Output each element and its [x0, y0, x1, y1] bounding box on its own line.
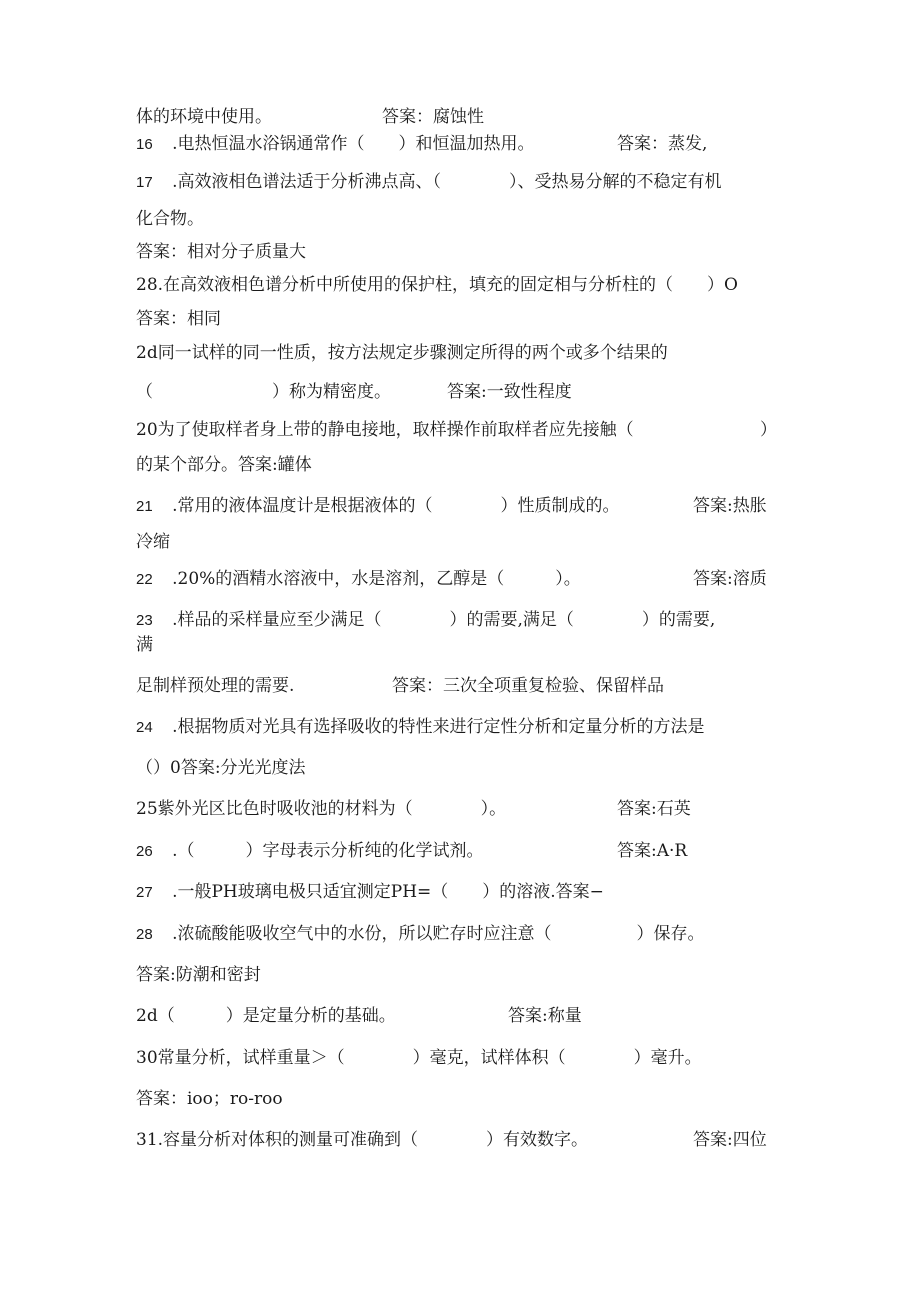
question-23 — [136, 609, 715, 631]
answer-text: 答案:一致性程度 — [447, 382, 572, 402]
question-number: 24 — [136, 719, 153, 736]
text-line: ） — [760, 420, 777, 440]
answer-text: 答案:称量 — [508, 1006, 582, 1026]
question-text: .根据物质对光具有选择吸收的特性来进行定性分析和定量分析的方法是 — [172, 717, 705, 737]
text-line: 的某个部分。答案:罐体 — [136, 455, 312, 475]
question-17 — [136, 171, 722, 193]
question-25: 25紫外光区比色时吸收池的材料为（ ）。 — [136, 799, 507, 819]
question-31: 31.容量分析对体积的测量可准确到（ ）有效数字。 — [136, 1130, 589, 1150]
answer-text: 答案:热胀 — [693, 496, 767, 516]
question-text: .高效液相色谱法适于分析沸点高、（ ）、受热易分解的不稳定有机 — [172, 172, 722, 192]
text-line: ）称为精密度。 — [272, 382, 391, 402]
text-line: 化合物。 — [136, 209, 204, 229]
answer-line: 答案：相对分子质量大 — [136, 242, 306, 262]
question-number: 16 — [136, 136, 153, 153]
line-text: 体的环境中使用。 — [136, 107, 272, 127]
answer-text: 答案:A·R — [617, 841, 688, 861]
answer-line: 答案：相同 — [136, 309, 221, 329]
question-21 — [136, 495, 620, 517]
question-text: .20%的酒精水溶液中，水是溶剂，乙醇是（ ）。 — [172, 569, 581, 589]
question-number: 21 — [136, 498, 153, 515]
question-29: 2d（ ）是定量分析的基础。 — [136, 1006, 396, 1026]
question-number: 26 — [136, 843, 153, 860]
answer-text: 答案:四位 — [693, 1130, 767, 1150]
text-line: （ — [136, 382, 153, 402]
question-number: 23 — [136, 612, 153, 629]
question-text: .（ ）字母表示分析纯的化学试剂。 — [172, 841, 484, 861]
text-line: 冷缩 — [136, 532, 170, 552]
question-text: .样品的采样量应至少满足（ ）的需要,满足（ ）的需要, — [172, 610, 716, 630]
text-line: 足制样预处理的需要. — [136, 676, 295, 696]
text-line: 满 — [136, 635, 153, 655]
question-text: .电热恒温水浴锅通常作（ ）和恒温加热用。 — [172, 134, 535, 154]
answer-text: 答案:石英 — [617, 799, 691, 819]
answer-text: 答案:溶质 — [693, 569, 767, 589]
answer-text: 答案：蒸发, — [617, 134, 708, 154]
answer-line: 答案：ioo；ro-roo — [136, 1089, 283, 1109]
question-text: .一般PH玻璃电极只适宜测定PH=（ ）的溶液.答案− — [172, 882, 604, 902]
question-27 — [136, 881, 604, 903]
question-number: 27 — [136, 884, 153, 901]
question-number: 28 — [136, 926, 153, 943]
question-28a: 28.在高效液相色谱分析中所使用的保护柱，填充的固定相与分析柱的（ ）O — [136, 275, 738, 295]
question-24 — [136, 716, 705, 738]
question-number: 17 — [136, 174, 153, 191]
question-28 — [136, 923, 705, 945]
question-text: .常用的液体温度计是根据液体的（ ）性质制成的。 — [172, 496, 620, 516]
question-16 — [136, 133, 535, 155]
answer-text: 答案：腐蚀性 — [382, 107, 484, 127]
question-19: 2d同一试样的同一性质，按方法规定步骤测定所得的两个或多个结果的 — [136, 343, 668, 363]
answer-line: 答案:防潮和密封 — [136, 965, 261, 985]
question-number: 22 — [136, 571, 153, 588]
answer-text: 答案：三次全项重复检验、保留样品 — [392, 676, 664, 696]
question-22 — [136, 568, 581, 590]
question-26 — [136, 840, 484, 862]
text-line: （）0答案:分光光度法 — [136, 758, 306, 778]
text-line — [136, 106, 272, 128]
question-20: 20为了使取样者身上带的静电接地，取样操作前取样者应先接触（ — [136, 420, 634, 440]
question-30: 30常量分析，试样重量＞（ ）毫克，试样体积（ ）毫升。 — [136, 1048, 702, 1068]
question-text: .浓硫酸能吸收空气中的水份，所以贮存时应注意（ ）保存。 — [172, 924, 705, 944]
